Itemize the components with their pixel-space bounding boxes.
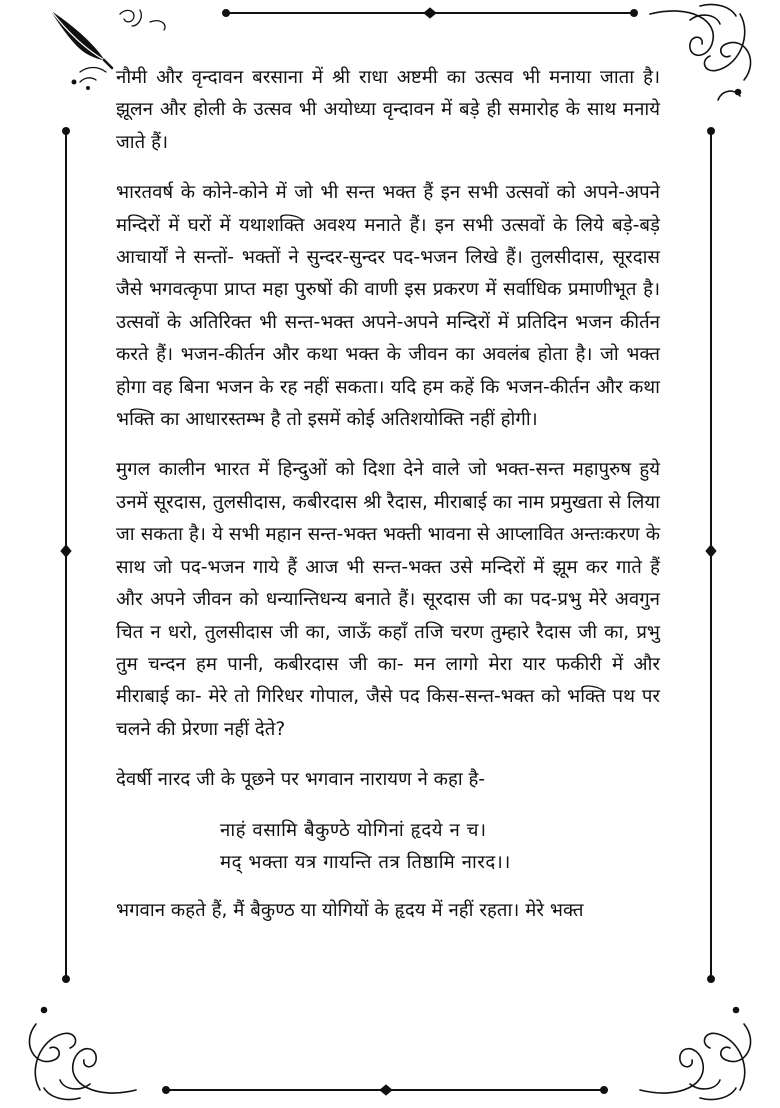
verse-line: मद् भक्ता यत्र गायन्ति तत्र तिष्ठामि नारद।। <box>220 851 511 873</box>
bottom-border-line <box>163 1085 608 1095</box>
paragraph-narad-question: देवर्षी नारद जी के पूछने पर भगवान नारायण ने कहा है- <box>116 769 486 791</box>
sanskrit-verse <box>116 815 660 880</box>
paragraph-mughal-era-saints: मुगल कालीन भारत में हिन्दुओं को दिशा देने वाले जो भक्त-सन्त महापुरुष हुये उनमें सूरदास, तुलसीदास, कबीरदास श्री रैदास, मीराबाई का नाम प्रमुखता से लिया जा सकता है। ये सभी महान सन्त-भक्त भक्ती भावना से आप्लावित अन्तःकरण के साथ जो पद-भजन गाये हैं आज भी सन्त-भक्त उसे मन्दिरों में झूम कर गाते हैं और अपने जीवन को धन्यान्तिधन्य बनाते हैं। सूरदास जी का पद-प्रभु मेरे अवगुन चित न धरो, तुलसीदास जी का, जाऊँ कहाँ तजि चरण तुम्हारे रैदास जी का, प्रभु तुम चन्दन हम पानी, कबीरदास जी का- मन लागो मेरा यार फकीरी में और मीराबाई का- मेरे तो गिरिधर गोपाल, जैसे पद किस-सन्त-भक्त को भक्ति पथ पर चलने की प्रेरणा नहीं देते? <box>116 459 660 740</box>
verse-line: नाहं वसामि बैकुण्ठे योगिनां हृदये न च। <box>220 819 487 841</box>
right-border-line <box>706 128 716 983</box>
corner-flourish-icon <box>650 4 751 100</box>
paragraph-closing: भगवान कहते हैं, मैं बैकुण्ठ या योगियों के हृदय में नहीं रहता। मेरे भक्त <box>116 900 584 922</box>
corner-flourish-icon <box>29 1008 136 1100</box>
corner-flourish-icon <box>640 1008 751 1100</box>
page-body <box>116 62 660 928</box>
paragraph-festivals: नौमी और वृन्दावन बरसाना में श्री राधा अष्टमी का उत्सव भी मनाया जाता है। झूलन और होली के उत्सव भी अयोध्या वृन्दावन में बड़े ही समारोह के साथ मनाये जाते हैं। <box>116 67 660 153</box>
top-border-line <box>223 8 638 18</box>
left-border-line <box>61 128 71 983</box>
paragraph-bhajan-kirtan: भारतवर्ष के कोने-कोने में जो भी सन्त भक्त हैं इन सभी उत्सवों को अपने-अपने मन्दिरों में घरों में यथाशक्ति अवश्य मनाते हैं। इन सभी उत्सवों के लिये बड़े-बड़े आचार्यों ने सन्तों- भक्तों ने सुन्दर-सुन्दर पद-भजन लिखे हैं। तुलसीदास, सूरदास जैसे भगवत्कृपा प्राप्त महा पुरुषों की वाणी इस प्रकरण में सर्वाधिक प्रमाणीभूत है। उत्सवों के अतिरिक्त भी सन्त-भक्त अपने-अपने मन्दिरों में प्रतिदिन भजन कीर्तन करते हैं। भजन-कीर्तन और कथा भक्त के जीवन का अवलंब होता है। जो भक्त होगा वह बिना भजन के रह नहीं सकता। यदि हम कहें कि भजन-कीर्तन और कथा भक्ति का आधारस्तम्भ है तो इसमें कोई अतिशयोक्ति नहीं होगी। <box>116 182 660 431</box>
